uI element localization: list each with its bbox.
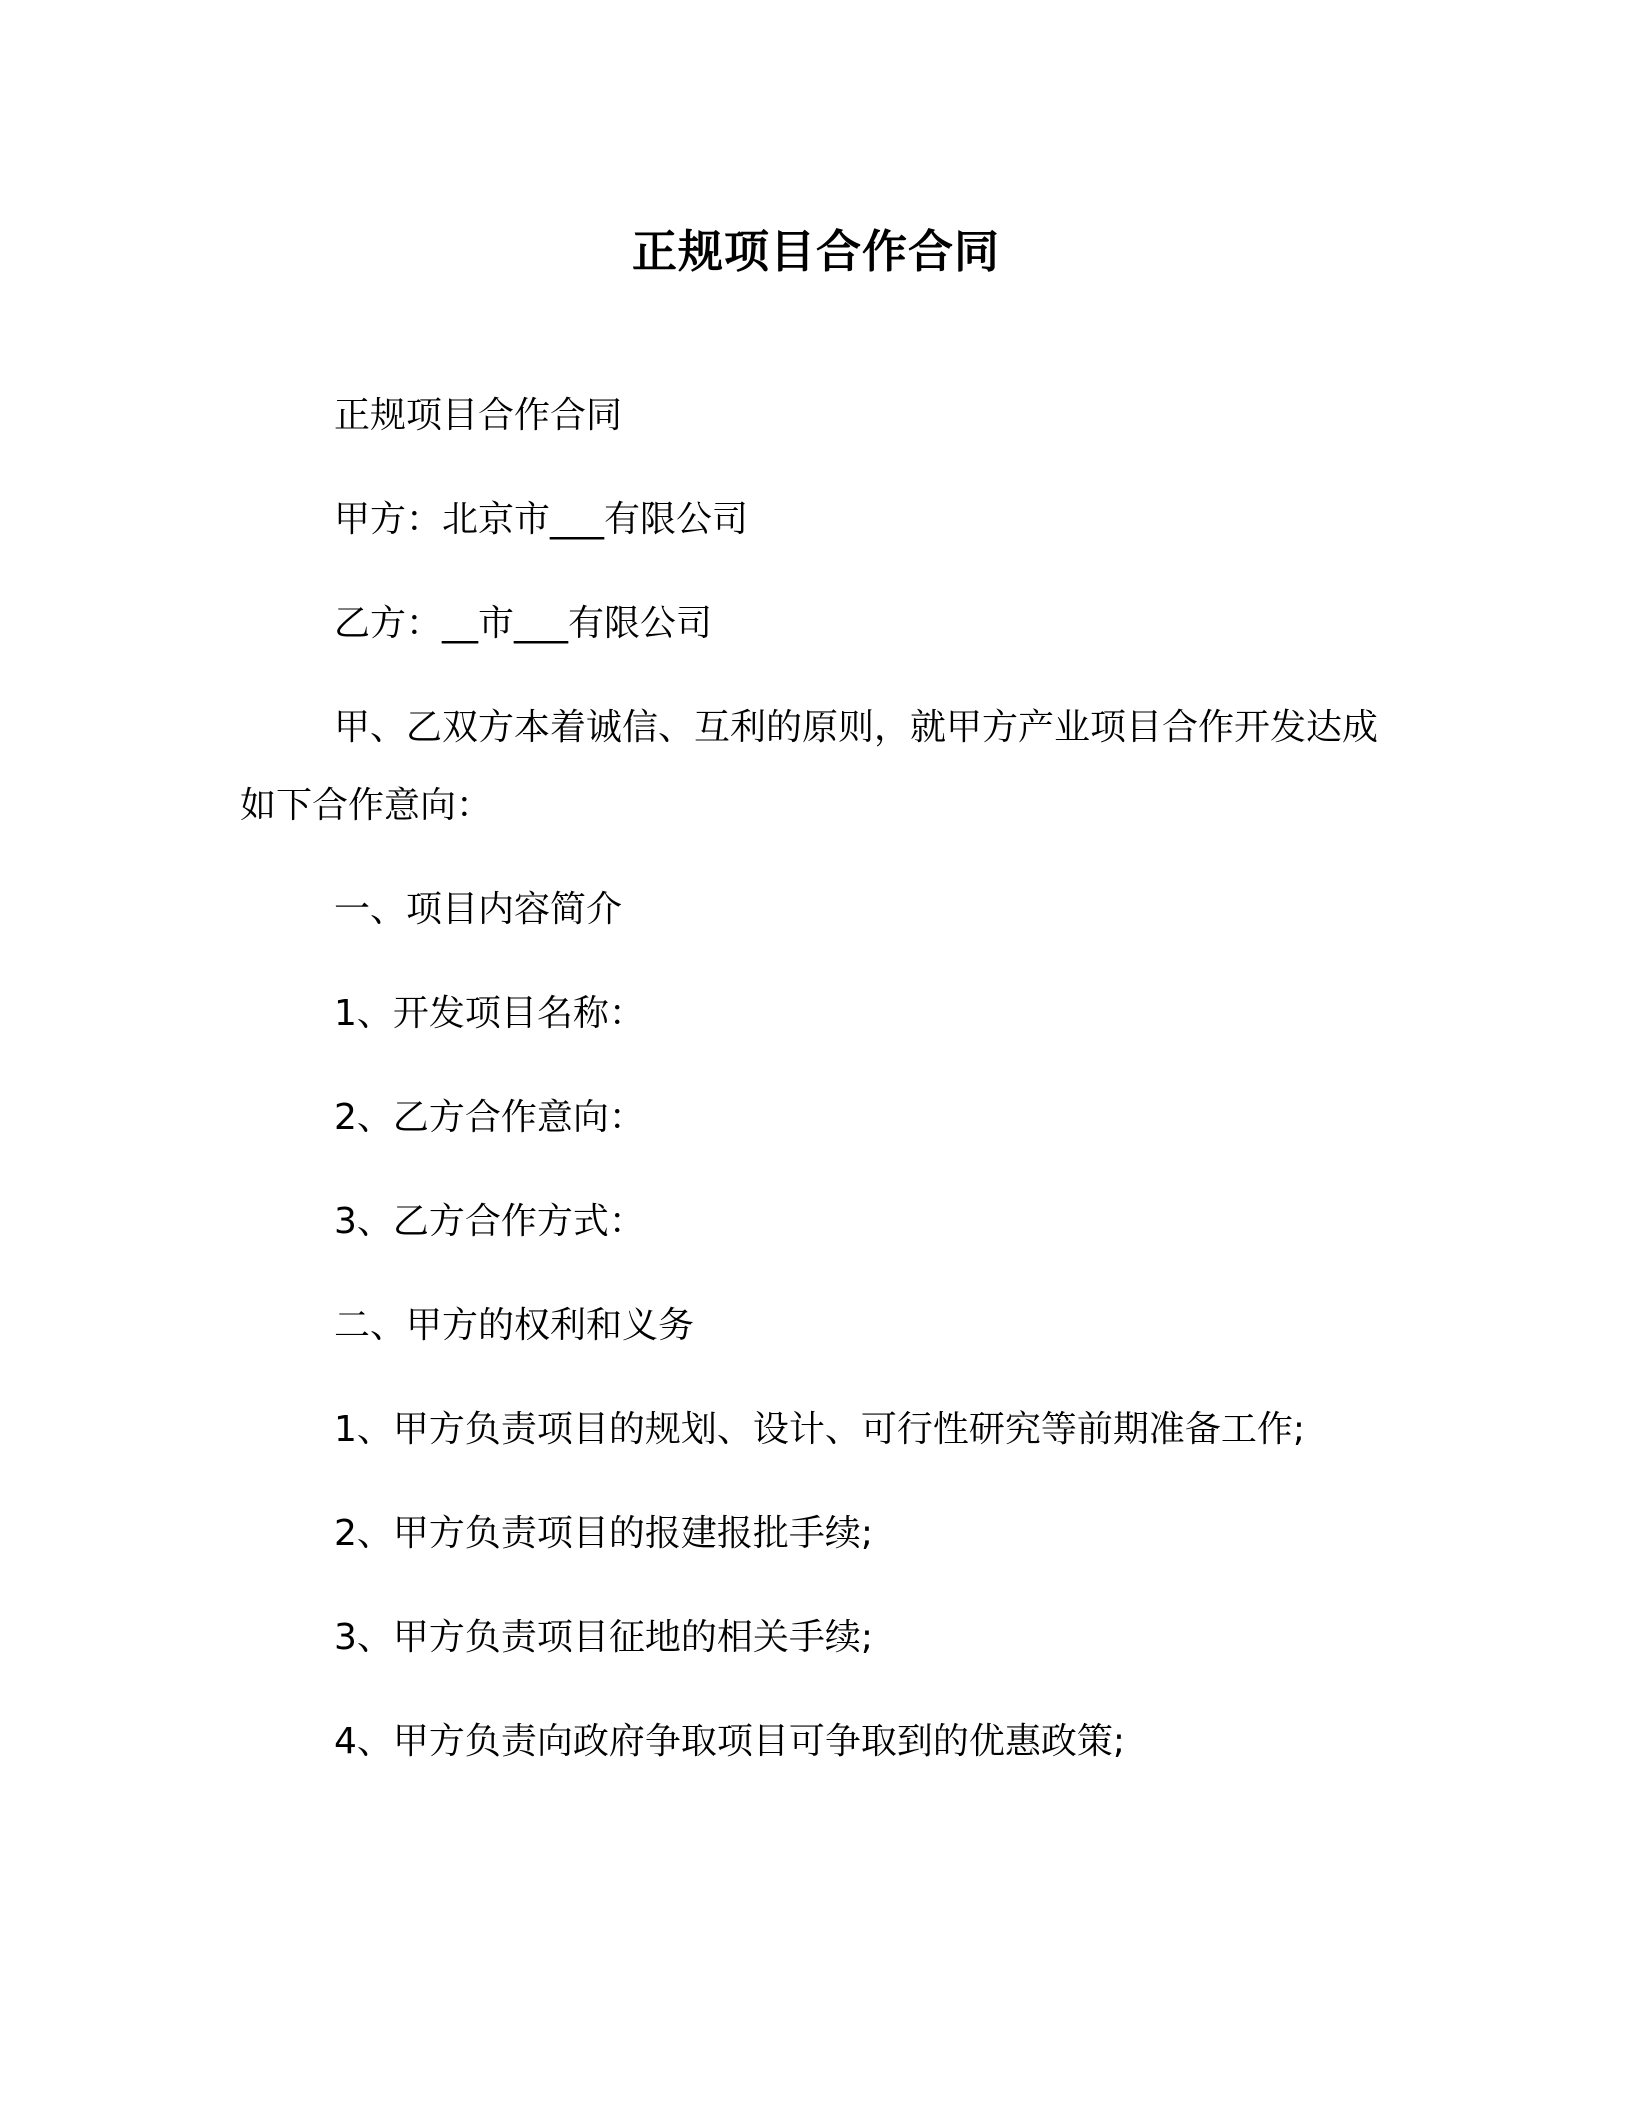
paragraph-item: 1、开发项目名称： [334, 993, 645, 1034]
paragraph-item: 1、甲方负责项目的规划、设计、可行性研究等前期准备工作; [334, 1409, 1306, 1450]
paragraph-item: 3、甲方负责项目征地的相关手续; [334, 1617, 874, 1658]
document-title: 正规项目合作合同 [631, 225, 1000, 278]
paragraph-item: 2、乙方合作意向： [334, 1097, 645, 1138]
paragraph-section-1: 一、项目内容简介 [334, 889, 623, 930]
paragraph-item: 3、乙方合作方式： [334, 1201, 645, 1242]
paragraph-section-2: 二、甲方的权利和义务 [334, 1305, 695, 1346]
paragraph-heading: 正规项目合作合同 [334, 395, 623, 436]
paragraph-intent: 甲、乙双方本着诚信、互利的原则，就甲方产业项目合作开发达成如下合作意向： [240, 707, 1379, 826]
paragraph-item: 2、甲方负责项目的报建报批手续; [334, 1513, 874, 1554]
paragraph-party-a: 甲方：北京市___有限公司 [334, 499, 749, 540]
paragraph-item: 4、甲方负责向政府争取项目可争取到的优惠政策; [334, 1721, 1126, 1762]
document-body [240, 390, 1392, 1820]
paragraph-party-b: 乙方：__市___有限公司 [334, 603, 713, 644]
